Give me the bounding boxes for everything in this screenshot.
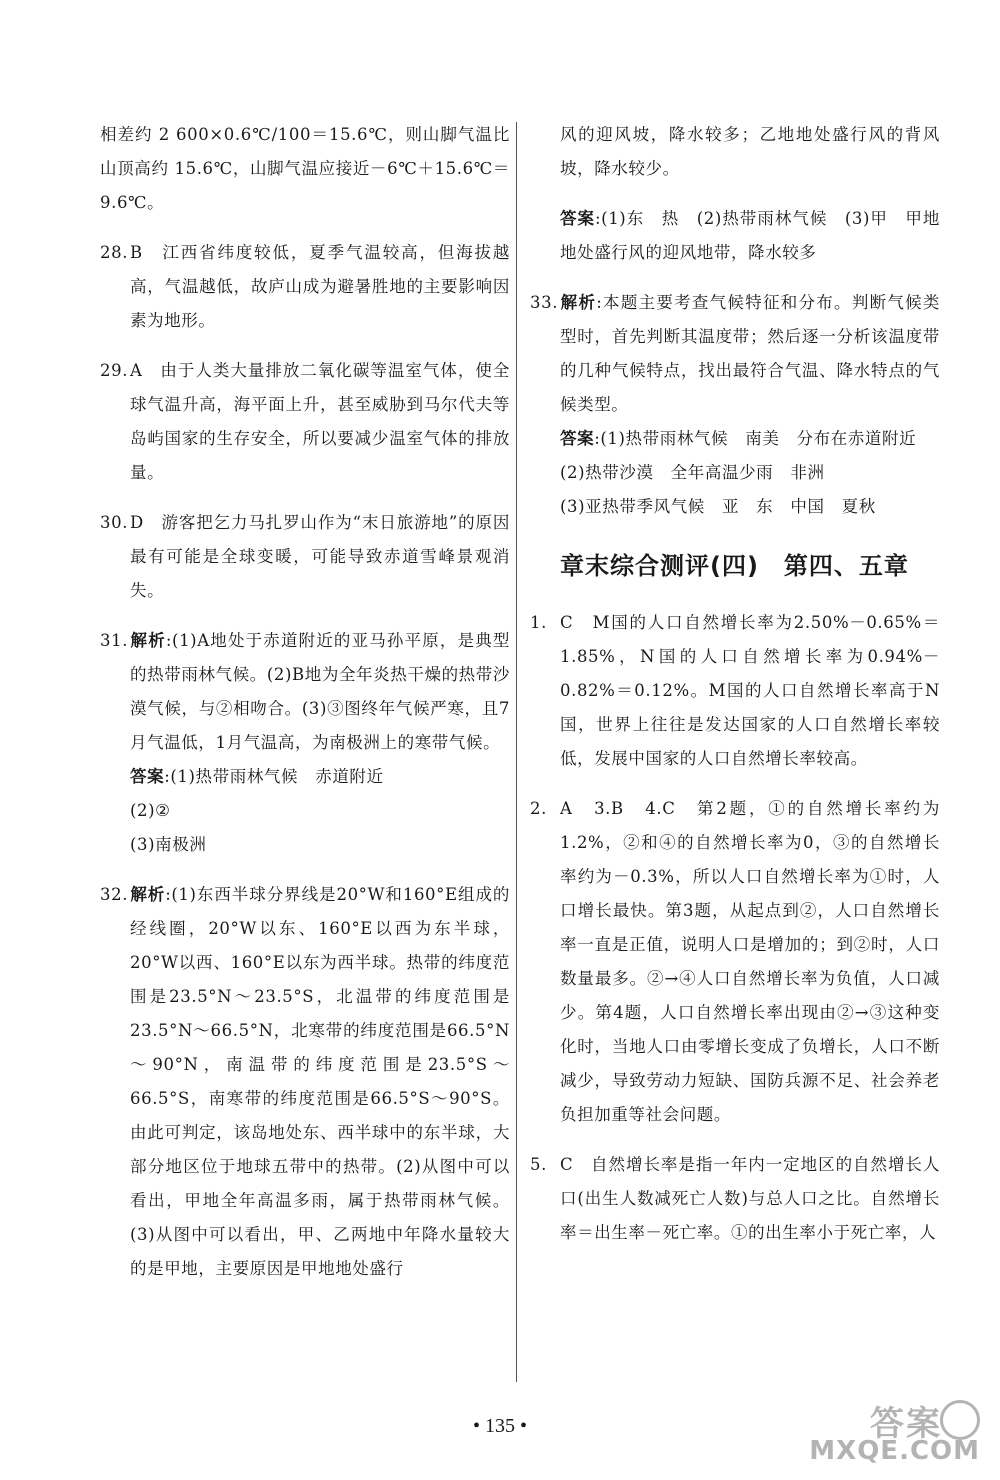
question-number: 32. <box>100 885 129 904</box>
watermark-circle-icon <box>940 1400 980 1440</box>
answer-31-part2: (2)② <box>130 801 171 820</box>
answer-31 <box>100 624 510 760</box>
watermark-logo <box>810 1396 980 1466</box>
answer-33-key <box>530 422 940 456</box>
question-number: 31. <box>100 631 129 650</box>
answer-31-part3: (3)南极洲 <box>130 835 207 854</box>
answer-label: 答案 <box>560 429 595 448</box>
answer-31-key <box>100 760 510 794</box>
answer-text: :(1)东 热 (2)热带雨林气候 (3)甲 甲地地处盛行风的迎风地带，降水较多 <box>560 209 940 262</box>
answer-2-4 <box>530 792 940 1132</box>
analysis-text: :(1)A地处于赤道附近的亚马孙平原，是典型的热带雨林气候。(2)B地为全年炎热干燥的热带沙漠气候，与②相吻合。(3)③图终年气候严寒，且7月气温低，1月气温高，为南极洲上的寒带气候。 <box>130 631 510 752</box>
answer-32-key <box>530 202 940 270</box>
page-number: • 135 • <box>472 1415 527 1437</box>
continued-paragraph: 风的迎风坡，降水较多；乙地地处盛行风的背风坡，降水较少。 <box>560 125 940 178</box>
answer-33-part2: (2)热带沙漠 全年高温少雨 非洲 <box>560 463 825 482</box>
question-number: 2. <box>530 799 547 818</box>
answer-5 <box>530 1148 940 1250</box>
answer-text: C 自然增长率是指一年内一定地区的自然增长人口(出生人数减死亡人数)与总人口之比。自然增长率＝出生率－死亡率。①的出生率小于死亡率，人 <box>560 1155 940 1242</box>
question-number: 29. <box>100 361 129 380</box>
answer-label: 答案 <box>130 767 165 786</box>
answer-33 <box>530 286 940 422</box>
answer-text: A 由于人类大量排放二氧化碳等温室气体，使全球气温升高，海平面上升，甚至威胁到马尔代夫等岛屿国家的生存安全，所以要减少温室气体的排放量。 <box>130 361 510 482</box>
answer-text: B 江西省纬度较低，夏季气温较高，但海拔越高，气温越低，故庐山成为避暑胜地的主要影响因素为地形。 <box>130 243 510 330</box>
analysis-text: :本题主要考查气候特征和分布。判断气候类型时，首先判断其温度带；然后逐一分析该温度带的几种气候特点，找出最符合气温、降水特点的气候类型。 <box>560 293 941 414</box>
answer-text: :(1)热带雨林气候 赤道附近 <box>164 767 384 786</box>
answer-label: 答案 <box>560 209 596 228</box>
continued-paragraph: 相差约 2 600×0.6℃/100＝15.6℃，则山脚气温比山顶高约 15.6℃，山脚气温应接近－6℃＋15.6℃＝9.6℃。 <box>100 125 510 212</box>
analysis-label: 解析 <box>130 885 166 904</box>
answer-text: :(1)热带雨林气候 南美 分布在赤道附近 <box>594 429 917 448</box>
question-number: 1. <box>530 613 547 632</box>
question-number: 30. <box>100 513 129 532</box>
answer-32 <box>100 878 510 1286</box>
question-number: 28. <box>100 243 129 262</box>
answer-text: A 3.B 4.C 第2题，①的自然增长率约为1.2%，②和④的自然增长率为0，③的自然增长率约为－0.3%，所以人口自然增长率为①时，人口增长最快。第3题，从起点到②，人口自然增长率一直是正值，说明人口是增加的；到②时，人口数量最多。②→④人口自然增长率为负值，人口减少。第4题，人口自然增长率出现由②→③这种变化时，当地人口由零增长变成了负增长，人口不断减少，导致劳动力短缺、国防兵源不足、社会养老负担加重等社会问题。 <box>560 799 940 1124</box>
question-number: 33. <box>530 293 559 312</box>
column-divider <box>516 122 517 1382</box>
section-heading: 章末综合测评(四) 第四、五章 <box>560 552 909 580</box>
answer-1 <box>530 606 940 776</box>
answer-text: C M国的人口自然增长率为2.50%－0.65%＝1.85%，N国的人口自然增长率为0.94%－0.82%＝0.12%。M国的人口自然增长率高于N国，世界上往往是发达国家的人口自然增长率较低，发展中国家的人口自然增长率较高。 <box>560 613 940 768</box>
question-number: 5. <box>530 1155 547 1174</box>
answer-text: D 游客把乞力马扎罗山作为“末日旅游地”的原因最有可能是全球变暖，可能导致赤道雪峰景观消失。 <box>130 513 510 600</box>
answer-28 <box>100 236 510 338</box>
watermark-text: 答案 <box>870 1404 942 1444</box>
watermark-url: MXQE.COM <box>809 1436 980 1466</box>
answer-30 <box>100 506 510 608</box>
right-column <box>530 118 940 1266</box>
analysis-text: :(1)东西半球分界线是20°W和160°E组成的经线圈，20°W以东、160°E以西为东半球，20°W以西、160°E以东为西半球。热带的纬度范围是23.5°N～23.5°S，北温带的纬度范围是23.5°N～66.5°N，北寒带的纬度范围是66.5°N～90°N，南温带的纬度范围是23.5°S～66.5°S，南寒带的纬度范围是66.5°S～90°S。由此可判定，该岛地处东、西半球中的东半球，大部分地区位于地球五带中的热带。(2)从图中可以看出，甲地全年高温多雨，属于热带雨林气候。(3)从图中可以看出，甲、乙两地中年降水量较大的是甲地，主要原因是甲地地处盛行 <box>130 885 510 1278</box>
analysis-label: 解析 <box>130 631 166 650</box>
answer-29 <box>100 354 510 490</box>
answer-33-part3: (3)亚热带季风气候 亚 东 中国 夏秋 <box>560 497 876 516</box>
analysis-label: 解析 <box>560 293 597 312</box>
left-column <box>100 118 510 1302</box>
